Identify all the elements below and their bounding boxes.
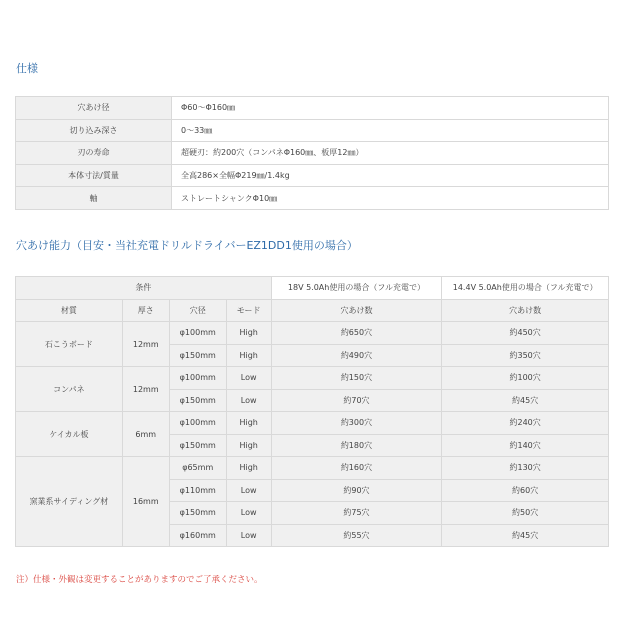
header-holes-18v: 穴あけ数: [271, 299, 442, 322]
diameter-cell: φ100mm: [169, 412, 226, 435]
disclaimer-note: 注）仕様・外観は変更することがありますのでご了承ください。: [16, 575, 263, 585]
holes-14v-cell: 約240穴: [442, 412, 609, 435]
spec-row: [16, 164, 609, 187]
mode-cell: Low: [226, 479, 271, 502]
header-thickness: 厚さ: [122, 299, 169, 322]
header-conditions: 条件: [16, 277, 272, 300]
spec-label: 本体寸法/質量: [16, 164, 172, 187]
holes-14v-cell: 約350穴: [442, 344, 609, 367]
spec-row: [16, 187, 609, 210]
holes-14v-cell: 約50穴: [442, 502, 609, 525]
holes-14v-cell: 約100穴: [442, 367, 609, 390]
mode-cell: High: [226, 322, 271, 345]
mode-cell: Low: [226, 524, 271, 547]
spec-value: 0〜33㎜: [172, 119, 609, 142]
mode-cell: High: [226, 457, 271, 480]
holes-18v-cell: 約70穴: [271, 389, 442, 412]
spec-label: 刃の寿命: [16, 142, 172, 165]
mode-cell: High: [226, 412, 271, 435]
diameter-cell: φ110mm: [169, 479, 226, 502]
spec-value: 全高286×全幅Φ219㎜/1.4kg: [172, 164, 609, 187]
spec-row: [16, 119, 609, 142]
holes-14v-cell: 約45穴: [442, 524, 609, 547]
holes-14v-cell: 約45穴: [442, 389, 609, 412]
spec-label: 穴あけ径: [16, 97, 172, 120]
spec-row: [16, 142, 609, 165]
header-14v: 14.4V 5.0Ah使用の場合（フル充電で）: [442, 277, 609, 300]
holes-18v-cell: 約75穴: [271, 502, 442, 525]
holes-14v-cell: 約140穴: [442, 434, 609, 457]
diameter-cell: φ150mm: [169, 502, 226, 525]
mode-cell: High: [226, 344, 271, 367]
thickness-cell: 16mm: [122, 457, 169, 547]
capacity-table: [15, 276, 609, 547]
table-row: [16, 457, 609, 480]
diameter-cell: φ150mm: [169, 344, 226, 367]
holes-18v-cell: 約300穴: [271, 412, 442, 435]
holes-18v-cell: 約150穴: [271, 367, 442, 390]
spec-label: 切り込み深さ: [16, 119, 172, 142]
spec-table: [15, 96, 609, 210]
mode-cell: Low: [226, 389, 271, 412]
spec-value: 超硬刃：約200穴（コンパネΦ160㎜、板厚12㎜）: [172, 142, 609, 165]
mode-cell: High: [226, 434, 271, 457]
header-mode: モード: [226, 299, 271, 322]
header-diameter: 穴径: [169, 299, 226, 322]
spec-value: Φ60〜Φ160㎜: [172, 97, 609, 120]
diameter-cell: φ160mm: [169, 524, 226, 547]
holes-18v-cell: 約490穴: [271, 344, 442, 367]
header-material: 材質: [16, 299, 123, 322]
holes-18v-cell: 約90穴: [271, 479, 442, 502]
holes-18v-cell: 約55穴: [271, 524, 442, 547]
thickness-cell: 12mm: [122, 367, 169, 412]
diameter-cell: φ150mm: [169, 389, 226, 412]
thickness-cell: 12mm: [122, 322, 169, 367]
holes-14v-cell: 約60穴: [442, 479, 609, 502]
spec-label: 軸: [16, 187, 172, 210]
holes-18v-cell: 約160穴: [271, 457, 442, 480]
diameter-cell: φ100mm: [169, 322, 226, 345]
spec-row: [16, 97, 609, 120]
diameter-cell: φ100mm: [169, 367, 226, 390]
thickness-cell: 6mm: [122, 412, 169, 457]
material-cell: コンパネ: [16, 367, 123, 412]
mode-cell: Low: [226, 502, 271, 525]
table-row: [16, 367, 609, 390]
holes-18v-cell: 約180穴: [271, 434, 442, 457]
capacity-heading: 穴あけ能力（目安・当社充電ドリルドライバーEZ1DD1使用の場合）: [16, 239, 358, 252]
header-holes-14v: 穴あけ数: [442, 299, 609, 322]
mode-cell: Low: [226, 367, 271, 390]
material-cell: 石こうボード: [16, 322, 123, 367]
table-row: [16, 412, 609, 435]
spec-heading: 仕様: [16, 62, 38, 75]
spec-value: ストレートシャンクΦ10㎜: [172, 187, 609, 210]
material-cell: ケイカル板: [16, 412, 123, 457]
material-cell: 窯業系サイディング材: [16, 457, 123, 547]
holes-14v-cell: 約130穴: [442, 457, 609, 480]
holes-18v-cell: 約650穴: [271, 322, 442, 345]
header-18v: 18V 5.0Ah使用の場合（フル充電で）: [271, 277, 442, 300]
diameter-cell: φ150mm: [169, 434, 226, 457]
diameter-cell: φ65mm: [169, 457, 226, 480]
table-row: [16, 322, 609, 345]
holes-14v-cell: 約450穴: [442, 322, 609, 345]
